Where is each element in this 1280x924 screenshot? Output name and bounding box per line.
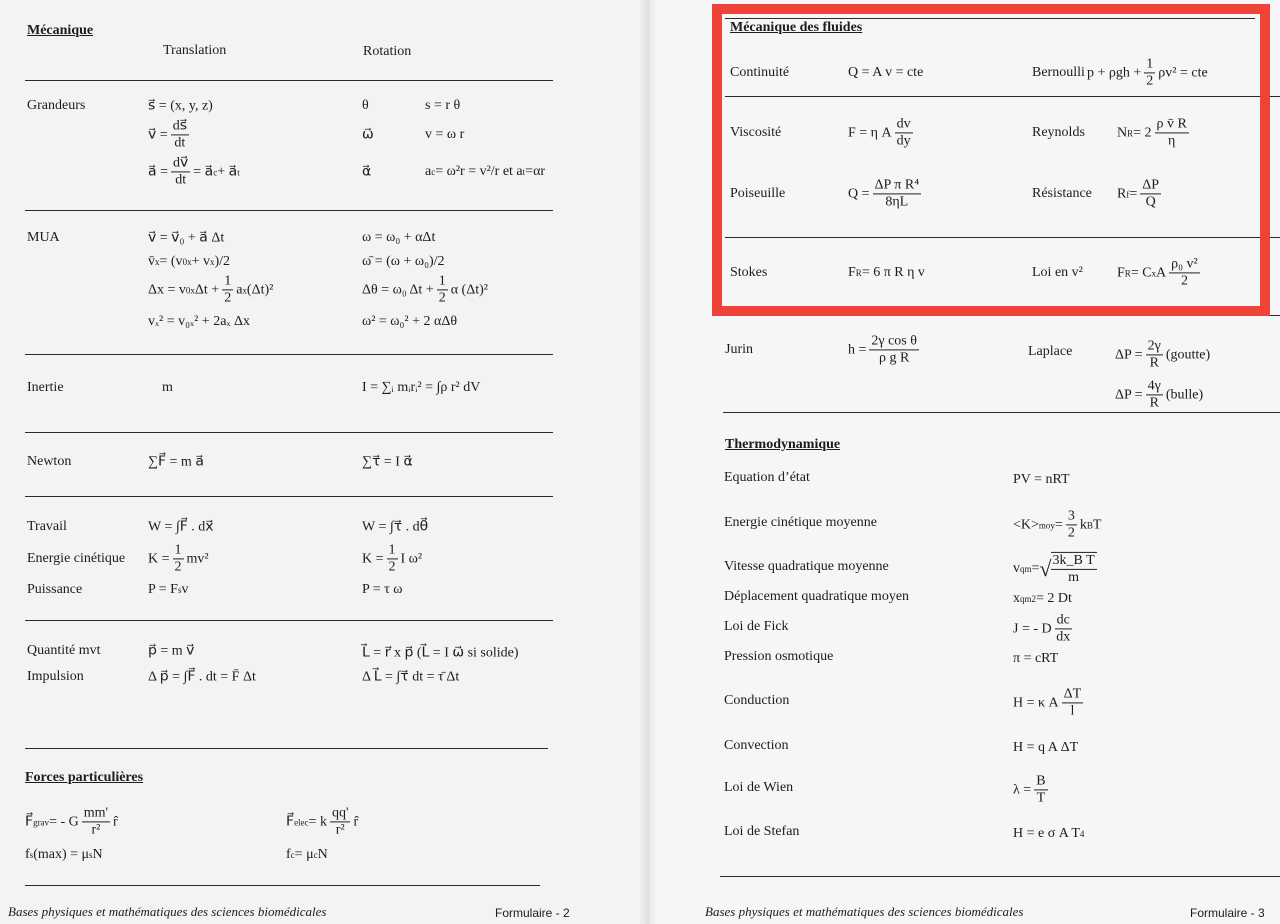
sub-part: qm bbox=[1020, 564, 1032, 574]
numerator: 1 bbox=[173, 542, 184, 559]
sub-part: s bbox=[29, 850, 34, 860]
left-mua-t1: v⃗ = v⃗₀ + a⃗ Δt bbox=[148, 230, 225, 246]
formula-text: ΔP = bbox=[1115, 347, 1143, 362]
left-forces-fs bbox=[25, 847, 103, 863]
left-inertie-t: m bbox=[162, 380, 173, 395]
numerator: dv⃗ bbox=[171, 155, 190, 172]
fraction bbox=[873, 177, 922, 210]
sub-part: t bbox=[522, 167, 526, 177]
left-forces-felec bbox=[286, 805, 358, 838]
right-fluids-resistance-f bbox=[1117, 177, 1164, 210]
formula-text: A bbox=[1156, 265, 1167, 280]
numerator: qq' bbox=[330, 805, 351, 822]
right-fluids-title: Mécanique des fluides bbox=[730, 20, 863, 35]
right-fluids-bernoulli-f bbox=[1087, 56, 1208, 89]
formula-text: a bbox=[236, 282, 243, 297]
left-quantite-label: Quantité mvt bbox=[27, 643, 101, 658]
fraction bbox=[437, 273, 448, 306]
denominator: dx bbox=[1056, 629, 1071, 645]
right-thermo-rows-9-f bbox=[1013, 826, 1084, 842]
denominator: dt bbox=[174, 135, 186, 151]
left-travail-r: W = ∫τ⃗ . dθ⃗ bbox=[362, 519, 429, 535]
left-puissance-label: Puissance bbox=[27, 582, 83, 597]
sub-part: qm bbox=[1020, 594, 1032, 604]
sub-part: c bbox=[431, 167, 436, 177]
numerator: B bbox=[1034, 773, 1047, 790]
right-thermo-rows-7-label: Convection bbox=[724, 738, 789, 753]
left-grandeurs-t3 bbox=[148, 155, 240, 188]
left-impulsion-t: Δ p⃗ = ∫F⃗ . dt = F̄ Δt bbox=[148, 669, 256, 685]
divider bbox=[25, 432, 553, 433]
formula-text: + a⃗ bbox=[217, 164, 238, 180]
left-energie-label: Energie cinétique bbox=[27, 551, 126, 566]
formula-text: f bbox=[286, 847, 291, 862]
numerator: 1 bbox=[1144, 56, 1155, 73]
formula-text: v̄ bbox=[148, 254, 155, 269]
left-energie-t bbox=[148, 542, 209, 575]
formula-text: N bbox=[317, 847, 328, 862]
numerator: ds⃗ bbox=[171, 118, 189, 135]
right-thermo-rows-5-label: Pression osmotique bbox=[724, 649, 834, 664]
right-thermo-rows-6-label: Conduction bbox=[724, 693, 790, 708]
denominator: 2 bbox=[224, 290, 232, 306]
numerator: ρ v̄ R bbox=[1155, 116, 1189, 133]
right-thermo-rows-2-f bbox=[1013, 552, 1097, 586]
denominator: T bbox=[1036, 790, 1046, 806]
fraction bbox=[1066, 508, 1077, 541]
formula-text: K = bbox=[148, 551, 170, 566]
fraction bbox=[171, 118, 189, 151]
denominator: R bbox=[1149, 355, 1159, 371]
left-header-translation: Translation bbox=[163, 43, 227, 58]
sub-part: t bbox=[237, 167, 240, 177]
divider bbox=[25, 748, 548, 749]
divider bbox=[25, 620, 553, 621]
numerator: ΔP bbox=[1140, 177, 1161, 194]
denominator: m bbox=[1068, 570, 1080, 585]
right-fluids-laplace-label: Laplace bbox=[1028, 344, 1073, 359]
left-mua-r3 bbox=[362, 273, 488, 306]
numerator: ρ₀ v² bbox=[1169, 256, 1200, 273]
formula-text: Δθ = ω₀ Δt + bbox=[362, 282, 434, 297]
right-thermo-rows-3-label: Déplacement quadratique moyen bbox=[724, 589, 910, 604]
left-grandeurs-r2: v = ω r bbox=[425, 127, 465, 142]
left-page: Formulaire - 2 bbox=[495, 906, 570, 920]
formula-text: R bbox=[1117, 186, 1127, 201]
left-quantite-t: p⃗ = m v⃗ bbox=[148, 643, 195, 659]
sub-part: R bbox=[855, 268, 862, 278]
formula-text: ΔP = bbox=[1115, 387, 1143, 402]
left-mua-t3 bbox=[148, 273, 273, 306]
right-thermo-title: Thermodynamique bbox=[725, 437, 841, 452]
denominator: l bbox=[1070, 703, 1075, 719]
denominator: r² bbox=[91, 822, 101, 838]
formula-text: = - G bbox=[49, 814, 79, 829]
numerator: dv bbox=[895, 116, 913, 133]
formula-text: (bulle) bbox=[1165, 387, 1204, 402]
formula-text: N bbox=[1117, 125, 1128, 140]
left-mua-label: MUA bbox=[27, 230, 60, 245]
formula-text: H = e σ A T bbox=[1013, 826, 1080, 841]
sub-part: c bbox=[313, 850, 318, 860]
formula-text: = ω²r = v²/r et a bbox=[435, 164, 523, 179]
fraction bbox=[222, 273, 233, 306]
sub-part: 0x bbox=[185, 285, 195, 295]
left-newton-label: Newton bbox=[27, 454, 72, 469]
page-fold bbox=[640, 0, 656, 924]
right-thermo-rows-8-f bbox=[1013, 773, 1051, 806]
formula-text: v⃗ = bbox=[148, 127, 168, 143]
right-fluids-viscosite-f bbox=[848, 116, 916, 149]
denominator: 2 bbox=[174, 559, 182, 575]
formula-text: v bbox=[1013, 561, 1020, 576]
left-header-rotation: Rotation bbox=[363, 44, 412, 59]
fraction bbox=[1155, 116, 1189, 149]
right-thermo-rows-4-label: Loi de Fick bbox=[724, 619, 789, 634]
left-quantite-r: L⃗ = r⃗ x p⃗ (L⃗ = I ω⃗ si solide) bbox=[362, 645, 519, 661]
left-mua-r1: ω = ω₀ + αΔt bbox=[362, 230, 436, 245]
right-thermo-rows-0-label: Equation d’état bbox=[724, 470, 810, 485]
formula-text: J = - D bbox=[1013, 621, 1052, 636]
right-thermo-rows-1-f bbox=[1013, 508, 1101, 541]
left-grandeurs-label: Grandeurs bbox=[27, 98, 86, 113]
fraction bbox=[330, 805, 351, 838]
formula-text: k bbox=[1079, 517, 1087, 532]
right-fluids-reynolds-f bbox=[1117, 116, 1192, 149]
formula-text: F bbox=[1117, 265, 1125, 280]
numerator: dc bbox=[1055, 612, 1072, 629]
right-footer: Bases physiques et mathématiques des sciences biomédicales bbox=[705, 904, 1024, 919]
left-grandeurs-r1: s = r θ bbox=[425, 98, 461, 113]
left-puissance-t bbox=[148, 582, 188, 598]
formula-text: p + ρgh + bbox=[1087, 65, 1142, 80]
sub-part: x bbox=[155, 257, 160, 267]
right-fluids-poiseuille-label: Poiseuille bbox=[730, 186, 786, 201]
formula-text: )/2 bbox=[214, 254, 231, 269]
left-forces-fgrav bbox=[25, 805, 118, 838]
left-grandeurs-rs1: θ bbox=[362, 98, 369, 113]
formula-text: F⃗ bbox=[25, 814, 34, 830]
formula-text: x bbox=[1013, 591, 1020, 606]
denominator: dt bbox=[175, 172, 187, 188]
right-thermo-rows-9-label: Loi de Stefan bbox=[724, 824, 800, 839]
formula-text: h = bbox=[848, 342, 867, 357]
formula-text: = k bbox=[308, 814, 327, 829]
left-grandeurs-rs2: ω⃗ bbox=[362, 127, 374, 143]
denominator: 2 bbox=[1146, 73, 1154, 89]
fraction bbox=[1169, 256, 1200, 289]
numerator: 2γ bbox=[1146, 338, 1163, 355]
formula-text: = bbox=[1054, 517, 1063, 532]
right-thermo-rows-0-f: PV = nRT bbox=[1013, 472, 1070, 487]
formula-text: (Δt)² bbox=[246, 282, 274, 297]
sub-part: R bbox=[1124, 268, 1131, 278]
sub-part: x bbox=[1151, 268, 1157, 278]
left-mua-r2: ω̄ = (ω + ω₀)/2 bbox=[362, 254, 445, 269]
formula-text: + v bbox=[191, 254, 210, 269]
sub-part: x bbox=[209, 257, 215, 267]
left-inertie-label: Inertie bbox=[27, 380, 64, 395]
sup-part: 4 bbox=[1079, 829, 1085, 839]
numerator: mm' bbox=[82, 805, 110, 822]
right-thermo-rows-1-label: Energie cinétique moyenne bbox=[724, 515, 877, 530]
numerator: 1 bbox=[387, 542, 398, 559]
divider bbox=[25, 496, 553, 497]
left-title: Mécanique bbox=[27, 23, 94, 38]
numerator: 2γ cos θ bbox=[869, 333, 919, 350]
left-impulsion-r: Δ L⃗ = ∫τ⃗ dt = τ̄ Δt bbox=[362, 669, 460, 685]
sub-part: moy bbox=[1038, 520, 1055, 530]
formula-text: F⃗ bbox=[286, 814, 295, 830]
sup-part: 2 bbox=[1031, 594, 1037, 604]
divider bbox=[25, 354, 553, 355]
numerator: ΔT bbox=[1062, 686, 1084, 703]
left-forces-fc bbox=[286, 847, 328, 863]
divider bbox=[720, 876, 1280, 877]
right-fluids-jurin-label: Jurin bbox=[725, 342, 753, 357]
right-fluids-loi-v2-f bbox=[1117, 256, 1203, 289]
right-thermo-rows-6-f bbox=[1013, 686, 1086, 719]
formula-text: P = F bbox=[148, 582, 178, 597]
right-fluids-continuite-f: Q = A v = cte bbox=[848, 65, 924, 80]
fraction bbox=[1144, 56, 1155, 89]
right-thermo-rows-8-label: Loi de Wien bbox=[724, 780, 794, 795]
sub-part: x bbox=[242, 285, 247, 295]
formula-text: = C bbox=[1130, 265, 1152, 280]
square-root bbox=[1039, 552, 1096, 586]
formula-text: (goutte) bbox=[1165, 347, 1211, 362]
sub-part: c bbox=[213, 167, 218, 177]
left-mua-t2 bbox=[148, 254, 230, 270]
fraction bbox=[1146, 338, 1163, 371]
denominator: 2 bbox=[1067, 525, 1075, 541]
numerator: 4γ bbox=[1146, 378, 1163, 395]
right-fluids-bernoulli-label: Bernoulli bbox=[1032, 65, 1085, 80]
right-fluids-jurin-f bbox=[848, 333, 922, 366]
formula-text: = 2 Dt bbox=[1036, 591, 1072, 606]
formula-text: r̂ bbox=[113, 814, 118, 829]
formula-text: H = κ A bbox=[1013, 695, 1059, 710]
formula-text: F bbox=[848, 265, 856, 280]
right-thermo-rows-2-label: Vitesse quadratique moyenne bbox=[724, 559, 889, 574]
sub-part: grav bbox=[33, 817, 50, 827]
formula-text: K = bbox=[362, 551, 384, 566]
left-energie-r bbox=[362, 542, 422, 575]
formula-text: = a⃗ bbox=[193, 164, 214, 180]
right-fluids-resistance-label: Résistance bbox=[1032, 186, 1092, 201]
fraction bbox=[1055, 612, 1072, 645]
divider bbox=[25, 885, 540, 886]
fraction bbox=[173, 542, 184, 575]
divider bbox=[25, 210, 553, 211]
fraction bbox=[895, 116, 913, 149]
denominator: r² bbox=[335, 822, 345, 838]
right-thermo-rows-5-f: π = cRT bbox=[1013, 651, 1059, 666]
fraction bbox=[1034, 773, 1047, 806]
formula-text: = bbox=[1031, 561, 1040, 576]
formula-text: I ω² bbox=[400, 551, 423, 566]
formula-text: Q = bbox=[848, 186, 870, 201]
formula-text: = 6 π R η v bbox=[861, 265, 925, 280]
formula-text: v bbox=[181, 582, 189, 597]
left-grandeurs-t2 bbox=[148, 118, 192, 151]
formula-text: = 2 bbox=[1133, 125, 1152, 140]
denominator: ρ g R bbox=[879, 350, 910, 366]
right-fluids-laplace-goutte bbox=[1115, 338, 1210, 371]
formula-text: Δx = v bbox=[148, 282, 186, 297]
denominator: dy bbox=[896, 133, 911, 149]
right-page: Formulaire - 3 bbox=[1190, 906, 1265, 920]
left-grandeurs-t1: s⃗ = (x, y, z) bbox=[148, 98, 213, 114]
right-fluids-laplace-bulle bbox=[1115, 378, 1203, 411]
formula-text: T bbox=[1092, 517, 1102, 532]
sub-part: B bbox=[1086, 520, 1093, 530]
numerator: 3 bbox=[1066, 508, 1077, 525]
denominator: 8ηL bbox=[885, 194, 909, 210]
formula-text: mv² bbox=[186, 551, 209, 566]
formula-text: ρv² = cte bbox=[1158, 65, 1208, 80]
formula-text: (max) = μ bbox=[33, 847, 90, 862]
fraction bbox=[1140, 177, 1161, 210]
right-fluids-loi-v2-label: Loi en v² bbox=[1032, 265, 1083, 280]
fraction bbox=[387, 542, 398, 575]
sub-part: c bbox=[290, 850, 295, 860]
fraction bbox=[869, 333, 919, 366]
right-thermo-rows-7-f: H = q A ΔT bbox=[1013, 740, 1079, 755]
formula-text: a bbox=[425, 164, 432, 179]
left-travail-t: W = ∫F⃗ . dx⃗ bbox=[148, 519, 214, 535]
left-forces-title: Forces particulières bbox=[25, 770, 144, 785]
right-thermo-rows-4-f bbox=[1013, 612, 1075, 645]
formula-text: = bbox=[1129, 186, 1138, 201]
left-mua-t4: vₓ² = v₀ₓ² + 2aₓ Δx bbox=[148, 314, 250, 329]
divider bbox=[723, 412, 1280, 413]
right-fluids-continuite-label: Continuité bbox=[730, 65, 790, 80]
formula-text: N bbox=[92, 847, 103, 862]
right-fluids-poiseuille-f bbox=[848, 177, 924, 210]
fraction bbox=[1051, 552, 1097, 586]
formula-text: λ = bbox=[1013, 782, 1032, 797]
fraction bbox=[82, 805, 110, 838]
denominator: 2 bbox=[438, 290, 446, 306]
numerator: 1 bbox=[222, 273, 233, 290]
formula-text: <K> bbox=[1013, 517, 1039, 532]
right-thermo-rows-3-f bbox=[1013, 591, 1072, 607]
sub-part: s bbox=[89, 850, 93, 860]
formula-text: f bbox=[25, 847, 30, 862]
sub-part: R bbox=[1127, 128, 1134, 138]
left-grandeurs-rs3: α⃗ bbox=[362, 164, 372, 180]
left-newton-r: ∑τ⃗ = I α⃗ bbox=[362, 454, 413, 470]
formula-text: F = η A bbox=[848, 125, 892, 140]
denominator: η bbox=[1168, 133, 1176, 149]
right-fluids-viscosite-label: Viscosité bbox=[730, 125, 782, 140]
right-fluids-stokes-label: Stokes bbox=[730, 265, 768, 280]
formula-text: = μ bbox=[294, 847, 314, 862]
numerator: ΔP π R⁴ bbox=[873, 177, 922, 194]
formula-text: α (Δt)² bbox=[450, 282, 488, 297]
left-impulsion-label: Impulsion bbox=[27, 669, 84, 684]
left-grandeurs-r3 bbox=[425, 164, 545, 180]
left-newton-t: ∑F⃗ = m a⃗ bbox=[148, 454, 204, 470]
left-puissance-r: P = τ ω bbox=[362, 582, 403, 597]
formula-text: r̂ bbox=[353, 814, 359, 829]
numerator: 1 bbox=[437, 273, 448, 290]
denominator: Q bbox=[1145, 194, 1156, 210]
divider bbox=[25, 80, 553, 81]
fraction bbox=[171, 155, 190, 188]
sub-part: 0x bbox=[182, 257, 192, 267]
fraction bbox=[1146, 378, 1163, 411]
fraction bbox=[1062, 686, 1084, 719]
denominator: 2 bbox=[388, 559, 396, 575]
denominator: R bbox=[1149, 395, 1159, 411]
formula-text: = (v bbox=[159, 254, 183, 269]
sub-part: elec bbox=[294, 817, 309, 827]
left-inertie-r: I = ∑ᵢ mᵢrᵢ² = ∫ρ r² dV bbox=[362, 380, 481, 395]
formula-text: a⃗ = bbox=[148, 164, 168, 180]
right-fluids-stokes-f bbox=[848, 265, 925, 281]
left-travail-label: Travail bbox=[27, 519, 67, 534]
left-mua-r4: ω² = ω₀² + 2 αΔθ bbox=[362, 314, 458, 329]
left-footer: Bases physiques et mathématiques des sciences biomédicales bbox=[8, 904, 327, 919]
sub-part: s bbox=[177, 585, 182, 595]
formula-text: Δt + bbox=[194, 282, 220, 297]
denominator: 2 bbox=[1180, 273, 1188, 289]
sub-part: f bbox=[1126, 189, 1130, 199]
numerator: √ 3k_B T bbox=[1051, 553, 1097, 570]
right-fluids-reynolds-label: Reynolds bbox=[1032, 125, 1085, 140]
formula-text: =αr bbox=[525, 164, 546, 179]
